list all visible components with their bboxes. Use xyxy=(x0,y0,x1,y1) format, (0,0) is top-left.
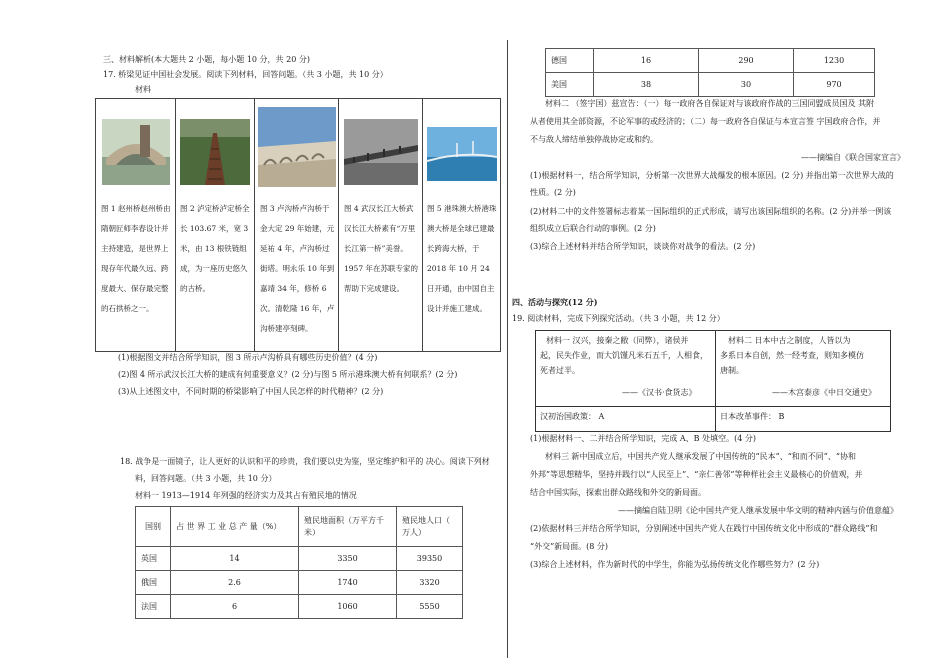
q19-m1-line1: 材料一 汉兴，接秦之敝（同弊），诸侯并 xyxy=(546,336,689,345)
q19-question-2a: (2)依据材料三并结合所学知识，分别阐述中国共产党人在践行中国传统文化中形成的“群众路线”和 xyxy=(530,524,878,533)
table-header: 占 世 界 工 业 总 产 量（%） xyxy=(171,507,299,547)
q19-blank-a: 汉初治国政策： A xyxy=(540,412,605,421)
table-row: 美国 38 30 970 xyxy=(546,73,875,97)
grid-line xyxy=(422,99,423,351)
q19-stem: 19. 阅读材料，完成下列探究活动。（共 3 小题，共 12 分） xyxy=(512,314,725,323)
colonial-table-right xyxy=(545,48,875,97)
q18-material1-title: 材料一 1913—1914 年列强的经济实力及其占有殖民地的情况 xyxy=(135,491,357,500)
q19-question-2b: “外交”新局面。(8 分) xyxy=(530,542,609,551)
bridge-photo-zhaozhou xyxy=(102,119,170,185)
table-header: 殖民地人口（ 万人） xyxy=(397,507,463,547)
q19-m1-source: ——《汉书·食货志》 xyxy=(622,388,697,397)
q18-material2-line1: 材料二 （签字国）兹宣告：（一）每一政府各自保证对与该政府作战的三国同盟成员国及 其附 xyxy=(545,99,875,108)
q19-material-box xyxy=(535,330,891,432)
q18-question-1a: (1)根据材料一，结合所学知识，分析第一次世界大战爆发的根本原因。(2 分) 并指出第一次世界大战的 xyxy=(530,171,894,180)
caption-luding: 图 2 泸定桥泸定桥全长 103.67 米，宽 3 米，由 13 根铁链组成，为一座历史悠久的古桥。 xyxy=(180,204,250,293)
q19-m2-source: ——木宫泰彦《中日交通史》 xyxy=(772,388,876,397)
section4-heading: 四、活动与探究(12 分) xyxy=(512,297,598,307)
grid-line xyxy=(338,99,339,351)
q19-m2-line2: 多系日本自创，然一经考查，则知多模仿 xyxy=(720,351,864,360)
q19-m1-line2: 起，民失作业，而大饥馑凡米石五千，人相食， xyxy=(540,351,708,360)
q18-material2-line2: 从者使用其全部资源，不论军事的或经济的；（二）每一政府各自保证与本宣言签 字国政府合作，并 xyxy=(530,117,881,126)
table-header: 殖民地面积（万平方千米） xyxy=(299,507,397,547)
caption-hkzm: 图 5 港珠澳大桥港珠澳大桥是全球已建最长跨海大桥，于 2018 年 10 月 24 日开通，由中国自主设计并施工建成。 xyxy=(427,204,497,313)
q19-m3-line3: 结合中国实际，探索出群众路线和外交的新局面。 xyxy=(530,488,706,497)
q18-material2-line3: 不与敌人缔结单独停战协定或和约。 xyxy=(530,135,658,144)
caption-lugou: 图 3 卢沟桥卢沟桥于金大定 29 年始建，元延祐 4 年，卢沟桥过街塔。明永乐 10 年到嘉靖 34 年，修桥 6 次。清乾隆 16 年，卢沟桥建亭刻碑。 xyxy=(260,204,335,333)
grid-line xyxy=(715,331,716,431)
q19-m3-source: ——摘编自陆卫明《论中国共产党人继承发展中华文明的精神内涵与价值意蕴》 xyxy=(618,506,898,515)
q18-stem-line2: 料，回答问题。（共 3 小题，共 10 分） xyxy=(135,474,277,483)
q19-question-1: (1)根据材料一、二并结合所学知识，完成 A、B 处填空。(4 分) xyxy=(530,434,756,443)
q17-question-2: (2)图 4 所示武汉长江大桥的建成有何重要意义？(2 分)与图 5 所示港珠澳大桥有何联系？(2 分) xyxy=(118,370,458,379)
table-row: 英国 14 3350 39350 xyxy=(136,547,463,571)
q18-question-2a: (2)材料二中的文件签署标志着某一国际组织的正式形成，请写出该国际组织的名称。(2 分)并举一例该 xyxy=(530,207,892,216)
grid-line xyxy=(536,406,890,407)
caption-wuhan: 图 4 武汉长江大桥武汉长江大桥素有“万里长江第一桥”美誉。1957 年在苏联专家的帮助下完成建设。 xyxy=(344,204,418,293)
q19-m1-line3: 死者过半。 xyxy=(540,366,580,375)
q18-question-3: (3)综合上述材料并结合所学知识，谈谈你对战争的看法。(2 分) xyxy=(530,242,756,251)
bridge-photo-lugou xyxy=(258,107,336,187)
grid-line xyxy=(175,99,176,351)
q19-question-3: (3)综合上述材料，作为新时代的中学生，你能为弘扬传统文化作哪些努力？(2 分) xyxy=(530,560,820,569)
column-divider xyxy=(507,40,508,658)
grid-line xyxy=(254,99,255,351)
table-row: 德国 16 290 1230 xyxy=(546,49,875,73)
table-header: 国别 xyxy=(136,507,171,547)
bridge-photo-luding xyxy=(180,119,250,185)
caption-zhaozhou: 图 1 赵州桥赵州桥由隋朝匠师李春设计并主持建造，是世界上现存年代最久远、跨度最大、保存最完整的石拱桥之一。 xyxy=(101,204,171,313)
colonial-table-left xyxy=(135,506,463,619)
q17-stem: 17. 桥梁见证中国社会发展。阅读下列材料，回答问题。（共 3 小题，共 10 分） xyxy=(103,70,388,79)
q19-m2-line1: 材料二 日本中古之制度，人皆以为 xyxy=(728,336,851,345)
q19-m3-line1: 材料三 新中国成立后，中国共产党人继承发展了中国传统的“民本”、“和而不同”、“协和 xyxy=(545,452,856,461)
q18-question-1b: 性质。(2 分) xyxy=(530,188,576,197)
bridge-photo-hkzm xyxy=(427,127,497,181)
q17-material-label: 材料 xyxy=(135,85,151,94)
q18-stem-line1: 18. 战争是一面镜子，让人更好的认识和平的珍贵，我们要以史为鉴，坚定维护和平的 决心。阅读下列材 xyxy=(120,457,490,466)
q19-m3-line2: 外邦”等思想精华，坚持并践行以“人民至上”、“亲仁善邻”等种样社会主义最核心的价值观，并 xyxy=(530,470,863,479)
table-row: 法国 6 1060 5550 xyxy=(136,595,463,619)
bridge-photo-wuhan xyxy=(344,119,418,185)
bridge-figure-grid xyxy=(95,98,501,352)
q17-question-1: (1)根据图文并结合所学知识，图 3 所示卢沟桥具有哪些历史价值？(4 分) xyxy=(118,353,378,362)
q17-question-3: (3)从上述图文中，不同时期的桥梁影响了中国人民怎样的时代精神？(2 分) xyxy=(118,387,384,396)
section3-heading: 三、材料解析(本大题共 2 小题，每小题 10 分，共 20 分) xyxy=(103,55,310,64)
q19-blank-b: 日本改革事件： B xyxy=(720,412,785,421)
q18-question-2b: 组织成立后联合行动的事例。(2 分) xyxy=(530,224,656,233)
q19-m2-line3: 唐制。 xyxy=(720,366,744,375)
table-row: 俄国 2.6 1740 3320 xyxy=(136,571,463,595)
q18-material2-source: ——摘编自《联合国家宣言》 xyxy=(801,153,905,162)
